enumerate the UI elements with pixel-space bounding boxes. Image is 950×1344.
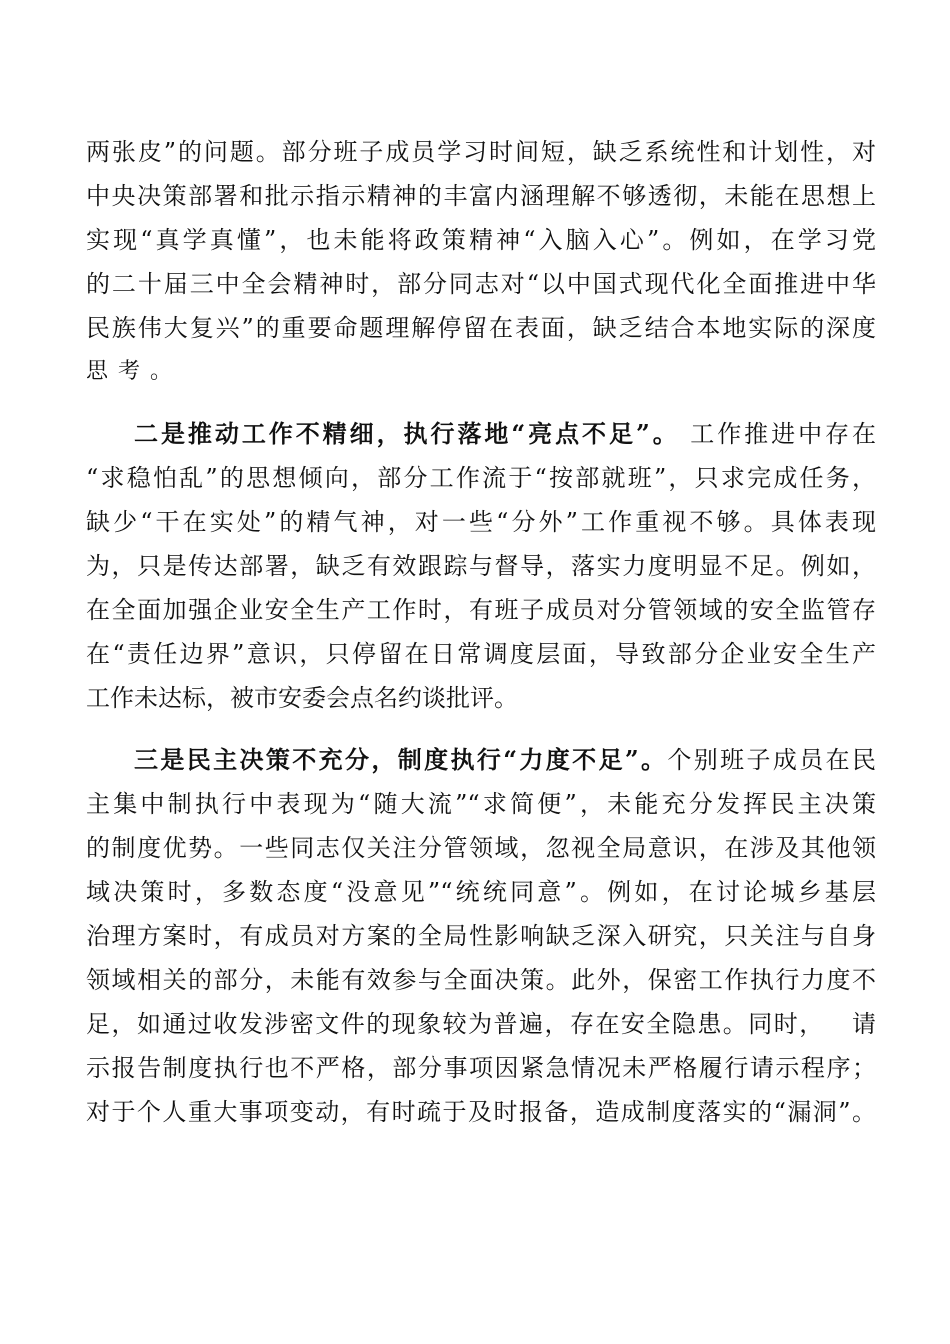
paragraph-line-rest: 工作推进中存在 <box>679 420 876 448</box>
paragraph-line: 对于个人重大事项变动，有时疏于及时报备，造成制度落实的“漏洞”。 <box>86 1098 876 1126</box>
paragraph-line: 缺少“干在实处”的精气神，对一些“分外”工作重视不够。具体表现 <box>86 508 876 536</box>
paragraph-line: 中央决策部署和批示指示精神的丰富内涵理解不够透彻，未能在思想上 <box>86 182 876 210</box>
paragraph-line: 思考。 <box>86 359 183 384</box>
paragraph-2 <box>86 412 876 720</box>
paragraph-line: 工作未达标，被市安委会点名约谈批评。 <box>86 684 518 712</box>
paragraph-line: 主集中制执行中表现为“随大流”“求简便”，未能充分发挥民主决策 <box>86 790 876 818</box>
paragraph-line-rest: 个别班子成员在民 <box>667 746 877 774</box>
paragraph-line: 实现“真学真懂”，也未能将政策精神“入脑入心”。例如，在学习党 <box>86 226 876 254</box>
paragraph-line: 足，如通过收发涉密文件的现象较为普遍，存在安全隐患。同时， 请 <box>86 1010 876 1038</box>
document-content <box>86 130 876 1134</box>
paragraph-heading: 三是民主决策不充分，制度执行“力度不足”。 <box>134 745 668 774</box>
paragraph-line: 为，只是传达部署，缺乏有效跟踪与督导，落实力度明显不足。例如， <box>86 552 876 580</box>
paragraph-line: 域决策时，多数态度“没意见”“统统同意”。例如，在讨论城乡基层 <box>86 878 876 906</box>
paragraph-line: 两张皮”的问题。部分班子成员学习时间短，缺乏系统性和计划性，对 <box>86 138 876 166</box>
paragraph-1 <box>86 130 876 394</box>
paragraph-line: 示报告制度执行也不严格，部分事项因紧急情况未严格履行请示程序； <box>86 1054 876 1082</box>
paragraph-line: 治理方案时，有成员对方案的全局性影响缺乏深入研究，只关注与自身 <box>86 922 876 950</box>
paragraph-heading: 二是推动工作不精细，执行落地“亮点不足”。 <box>134 419 680 448</box>
paragraph-line: 领域相关的部分，未能有效参与全面决策。此外，保密工作执行力度不 <box>86 966 876 994</box>
paragraph-line: “求稳怕乱”的思想倾向，部分工作流于“按部就班”，只求完成任务， <box>86 464 876 492</box>
paragraph-first-line <box>86 738 876 782</box>
paragraph-line: 的二十届三中全会精神时，部分同志对“以中国式现代化全面推进中华 <box>86 270 876 298</box>
paragraph-line: 在全面加强企业安全生产工作时，有班子成员对分管领域的安全监管存 <box>86 596 876 624</box>
paragraph-line: 的制度优势。一些同志仅关注分管领域，忽视全局意识，在涉及其他领 <box>86 834 876 862</box>
paragraph-gap <box>86 394 876 412</box>
paragraph-line: 在“责任边界”意识，只停留在日常调度层面，导致部分企业安全生产 <box>86 640 876 668</box>
paragraph-gap <box>86 720 876 738</box>
paragraph-line: 民族伟大复兴”的重要命题理解停留在表面，缺乏结合本地实际的深度 <box>86 314 876 342</box>
paragraph-3 <box>86 738 876 1134</box>
paragraph-first-line <box>86 412 876 456</box>
